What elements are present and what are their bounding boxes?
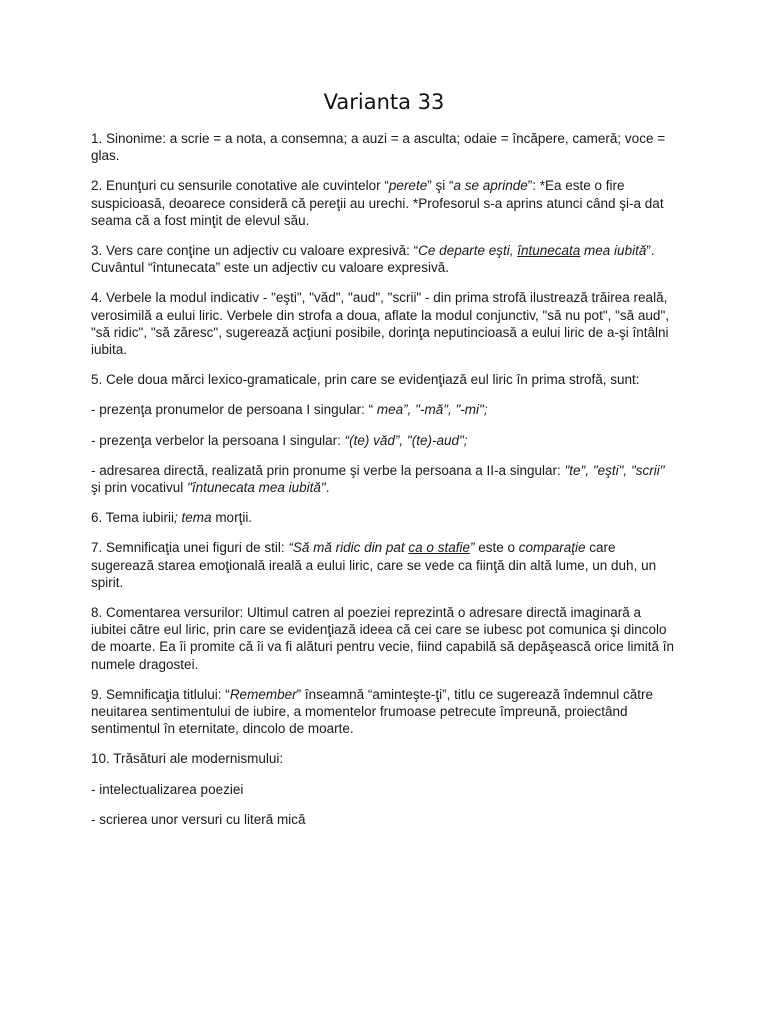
paragraph-2: [91, 177, 676, 229]
text-span: şi prin vocativul: [91, 480, 188, 496]
italic-term: perete: [388, 178, 428, 194]
text-span: 9. Semnificaţia titlului: “: [91, 686, 230, 702]
text-span: 7. Semnificaţia unei figuri de stil:: [91, 540, 289, 556]
underlined-phrase: ca o stafie: [408, 540, 470, 556]
italic-quote: “Să mă ridic din pat: [288, 540, 409, 556]
text-span: ” şi “: [427, 178, 454, 194]
text-span: 3. Vers care conţine un adjectiv cu valoare expresivă: “: [91, 243, 419, 259]
list-item: [91, 462, 676, 496]
paragraph-6: [91, 509, 676, 526]
text-span: - prezenţa verbelor la persoana I singular:: [91, 432, 345, 448]
text-span: care sugerează starea emoţională ireală a eului liric, care se vede ca fiinţă din altă lume, un duh, un spirit.: [91, 540, 657, 590]
paragraph-3: [91, 242, 676, 276]
italic-examples: "te", "eşti", "scrii": [564, 462, 665, 478]
text-span: - adresarea directă, realizată prin pronume şi verbe la persoana a II-a singular:: [91, 462, 565, 478]
document-body: [91, 130, 676, 841]
italic-term: ; tema: [174, 510, 212, 526]
italic-term: a se aprinde: [453, 178, 528, 194]
text-span: ”: *Ea este o fire suspicioasă, deoarece consideră că pereţii au urechi. *Profesorul s-a aprins atunci când şi-a dat seama că a fost minţit de elevul său.: [91, 178, 664, 228]
list-item: [91, 401, 676, 418]
paragraph-5: 5. Cele doua mărci lexico-gramaticale, prin care se evidenţiază eul liric în prima strofă, sunt:: [91, 372, 640, 388]
text-span: ” înseamnă “aminteşte-ţi”, titlu ce sugerează îndemnul către neuitarea sentimentului de iubire, a momentelor frumoase petrecute împreună, proiectând sentimentul în eternitate, dincolo de moarte.: [91, 686, 654, 737]
list-item: - intelectualizarea poeziei: [91, 781, 244, 797]
italic-quote: Ce departe eşti,: [418, 243, 518, 259]
paragraph-7: [91, 539, 676, 591]
list-item: - scrierea unor versuri cu literă mică: [91, 811, 306, 827]
italic-term: comparaţie: [518, 540, 586, 556]
text-span: este o: [474, 540, 519, 556]
text-span: morţii.: [211, 510, 253, 526]
italic-examples: mea”, "-mă", "-mi";: [376, 402, 488, 418]
text-span: - prezenţa pronumelor de persoana I singular: “: [91, 402, 377, 418]
paragraph-1: 1. Sinonime: a scrie = a nota, a consemna; a auzi = a asculta; odaie = încăpere, cameră; voce = glas.: [91, 131, 666, 164]
paragraph-10: 10. Trăsături ale modernismului:: [91, 751, 284, 767]
italic-term: Remember: [229, 686, 297, 702]
italic-examples: “(te) văd”, "(te)-aud";: [344, 432, 468, 448]
text-span: ”. Cuvântul “întunecata” este un adjectiv cu valoare expresivă.: [91, 243, 655, 276]
italic-examples: "întunecata mea iubită": [187, 480, 326, 496]
page-title: Varianta 33: [323, 90, 445, 114]
italic-quote: mea iubită: [580, 243, 647, 259]
list-item: [91, 432, 676, 449]
paragraph-4: 4. Verbele la modul indicativ - "eşti", "văd", "aud", "scrii" - din prima strofă ilustrează trăirea reală, verosimilă a eului liric. Verbele din strofa a doua, aflate la modul conjunctiv, "să nu pot", "să aud", "să ridic", "să zăresc", sugerează acţiuni posibile, dorinţa neputincioasă a eului liric de a-şi întâlni iubita.: [91, 290, 669, 358]
text-span: 6. Tema iubirii: [91, 510, 175, 526]
italic-quote: ”: [469, 540, 475, 556]
paragraph-9: [91, 686, 676, 738]
text-span: 2. Enunţuri cu sensurile conotative ale cuvintelor “: [91, 178, 389, 194]
underlined-word: întunecata: [517, 243, 581, 259]
paragraph-8: 8. Comentarea versurilor: Ultimul catren al poeziei reprezintă o adresare directă imaginară a iubitei către eul liric, prin care se evidenţiază ideea că cei care se iubesc pot comunica şi dincolo de moarte. Ea îi promite că îi va fi alături pentru vecie, fiind capabilă să depăşească orice limită în numele dragostei.: [91, 605, 675, 672]
text-span: .: [325, 480, 330, 496]
